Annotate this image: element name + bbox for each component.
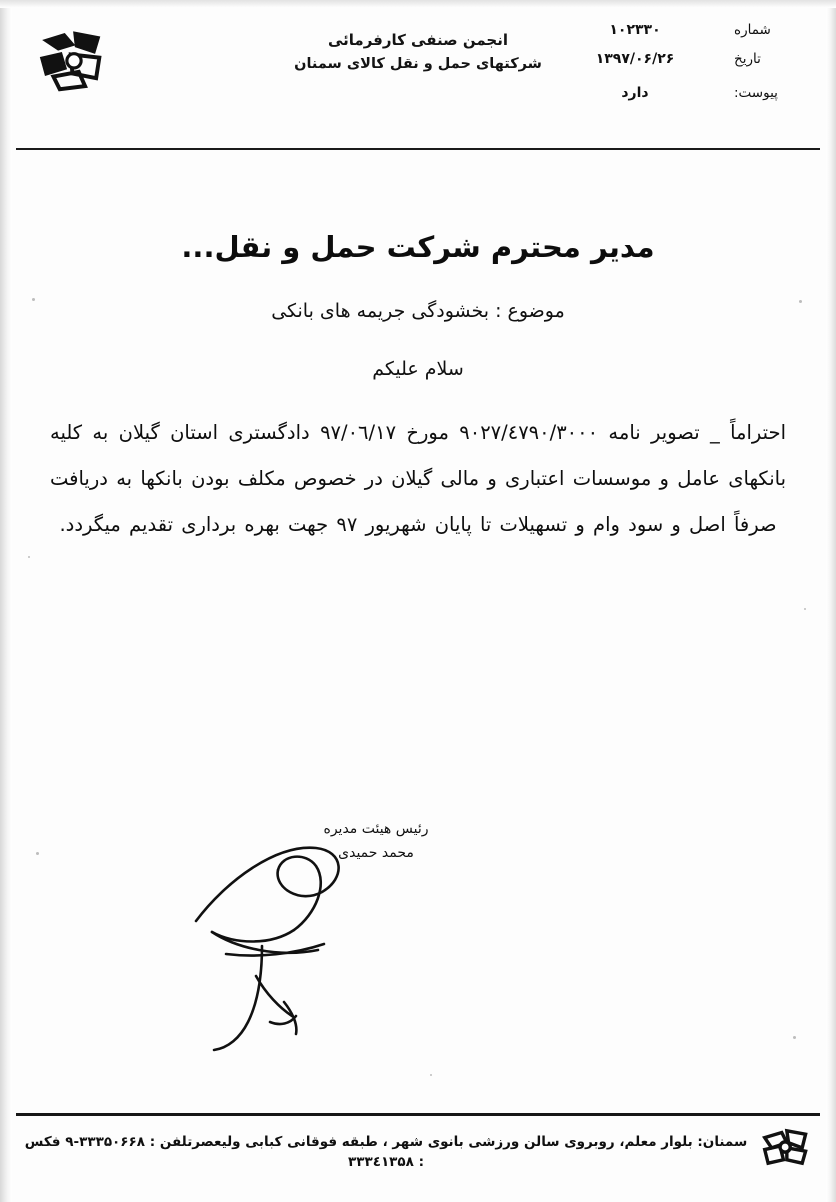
meta-value-attachment: دارد xyxy=(621,85,649,101)
document-body xyxy=(46,200,790,547)
header-divider xyxy=(16,148,820,150)
scan-speck xyxy=(36,852,39,855)
signatory-role: رئیس هیئت مدیره xyxy=(323,821,429,837)
meta-label-attachment: پیوست: xyxy=(734,85,778,101)
association-logo-icon xyxy=(26,26,122,94)
meta-value-date: ۱۳۹۷/۰۶/۲۶ xyxy=(595,51,675,67)
signature-block xyxy=(0,818,836,1078)
scan-speck xyxy=(804,608,806,610)
association-logo-footer-icon xyxy=(756,1124,816,1170)
organization-title-line2: شرکتهای حمل و نقل کالای سمنان xyxy=(294,55,542,72)
footer-contact-text: سمنان: بلوار معلم، روبروی سالن ورزشی بانوی شهر ، طبقه فوقانی کبابی ولیعصرتلفن : ۳۳۳۵۰۶۶۸-۹ فکس : ۳۳۳٤۱۳۵۸ xyxy=(24,1134,748,1171)
meta-row-date xyxy=(542,51,812,67)
handwritten-signature-icon xyxy=(166,826,406,1056)
scan-speck xyxy=(32,298,35,301)
meta-label-date: تاریخ xyxy=(734,51,761,67)
subject-line: موضوع : بخشودگی جریمه های بانکی xyxy=(271,300,565,322)
meta-row-number xyxy=(542,22,812,38)
scan-speck xyxy=(793,1036,796,1039)
scan-speck xyxy=(799,300,802,303)
meta-row-attachment xyxy=(542,85,812,101)
footer-divider xyxy=(16,1113,820,1116)
document-meta xyxy=(542,22,812,114)
meta-value-number: ۱۰۲۳۳۰ xyxy=(609,22,661,38)
meta-label-number: شماره xyxy=(734,22,771,38)
signatory-name: محمد حمیدی xyxy=(338,844,414,861)
scan-speck xyxy=(430,1074,432,1076)
scan-edge-top xyxy=(0,0,836,8)
greeting-line: سلام علیکم xyxy=(372,358,464,380)
footer xyxy=(16,1120,820,1174)
organization-title-line1: انجمن صنفی کارفرمائی xyxy=(327,31,509,49)
addressee-line: مدیر محترم شرکت حمل و نقل... xyxy=(181,230,655,264)
scan-speck xyxy=(28,556,30,558)
body-paragraph: احتراماً _ تصویر نامه ۹۰۲۷/٤۷۹۰/۳۰۰۰ مورخ ۹۷/۰٦/۱۷ دادگستری استان گیلان به کلیه بانکهای عامل و موسسات اعتباری و مالی گیلان در خصوص مکلف بودن بانکها به دریافت صرفاً اصل و سود وام و تسهیلات تا پایان شهریور ۹۷ جهت بهره برداری تقدیم میگردد. xyxy=(50,421,786,536)
letterhead xyxy=(14,18,822,146)
